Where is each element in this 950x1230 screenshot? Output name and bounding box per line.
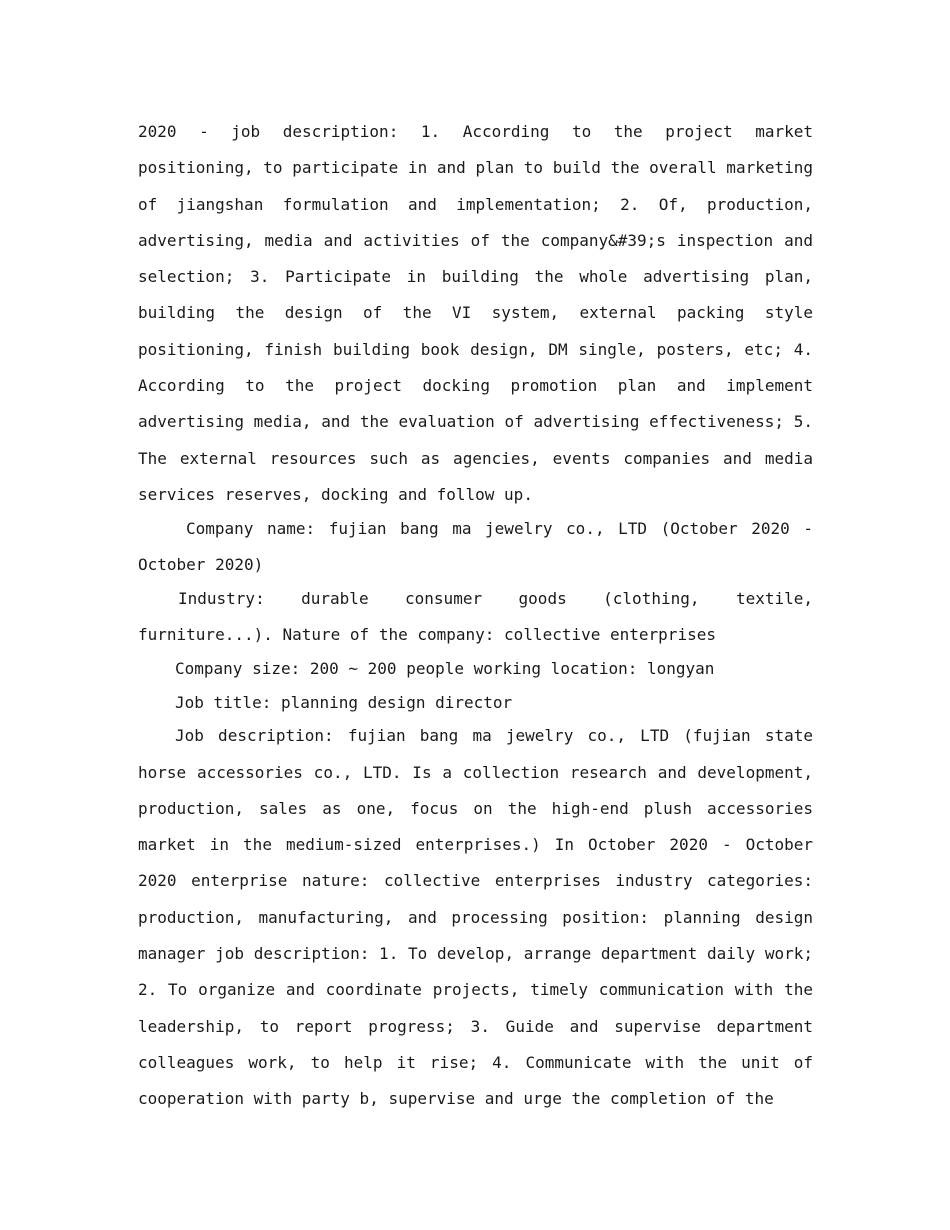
document-body: [138, 114, 813, 1118]
paragraph-industry: Industry: durable consumer goods (clothing, textile, furniture...). Nature of the company: collective enterprises: [138, 589, 813, 645]
paragraph-company-size: Company size: 200 ~ 200 people working location: longyan: [175, 659, 715, 679]
paragraph-job-description: Job description: fujian bang ma jewelry co., LTD (fujian state horse accessories co., LTD. Is a collection research and development, production, sales as one, focus on the high-end plush accessories market in the medium-sized enterprises.) In October 2020 - October 2020 enterprise nature: collective enterprises industry categories: production, manufacturing, and processing position: planning design manager job description: 1. To develop, arrange department daily work; 2. To organize and coordinate projects, timely communication with the leadership, to report progress; 3. Guide and supervise department colleagues work, to help it rise; 4. Communicate with the unit of cooperation with party b, supervise and urge the completion of the: [138, 726, 813, 1109]
paragraph-company-name: Company name: fujian bang ma jewelry co., LTD (October 2020 - October 2020): [138, 519, 813, 575]
paragraph-job-description-previous: 2020 - job description: 1. According to the project market positioning, to participate in and plan to build the overall marketing of jiangshan formulation and implementation; 2. Of, production, advertising, media and activities of the company&#39;s inspection and selection; 3. Participate in building the whole advertising plan, building the design of the VI system, external packing style positioning, finish building book design, DM single, posters, etc; 4. According to the project docking promotion plan and implement advertising media, and the evaluation of advertising effectiveness; 5. The external resources such as agencies, events companies and media services reserves, docking and follow up.: [138, 122, 813, 504]
paragraph-job-title: Job title: planning design director: [175, 693, 513, 713]
